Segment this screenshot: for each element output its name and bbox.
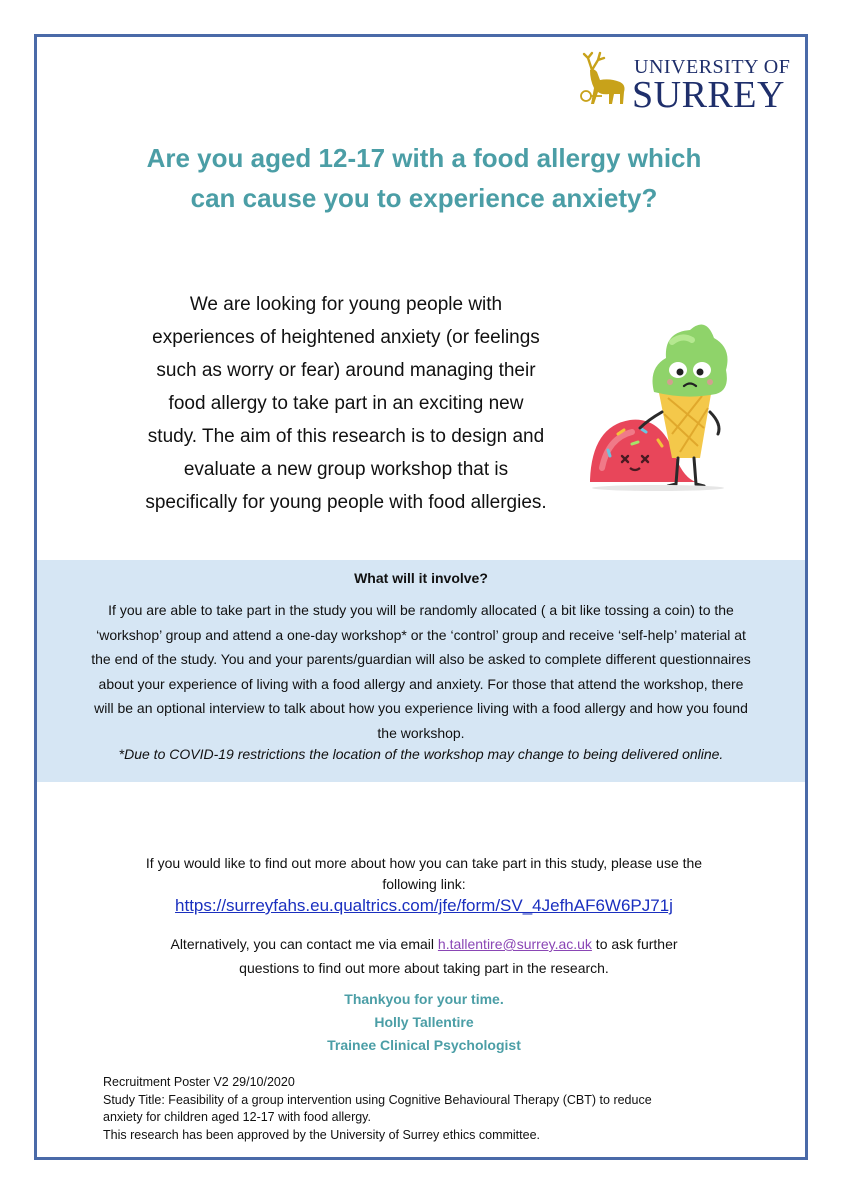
poster-version: Recruitment Poster V2 29/10/2020 xyxy=(103,1075,295,1089)
email-link[interactable]: h.tallentire@surrey.ac.uk xyxy=(437,936,592,952)
contact-text-before: Alternatively, you can contact me via email xyxy=(170,936,438,952)
intro-line: food allergy to take part in an exciting new xyxy=(168,393,524,414)
survey-link[interactable]: https://surreyfahs.eu.qualtrics.com/jfe/form/SV_4JefhAF6W6PJ71j xyxy=(175,896,673,915)
poster-headline xyxy=(60,138,788,218)
contact-line-2: questions to find out more about taking part in the research. xyxy=(239,960,609,976)
intro-line: specifically for young people with food allergies. xyxy=(145,492,547,513)
university-logo xyxy=(578,48,790,114)
involve-line: ‘workshop’ group and attend a one-day workshop* or the ‘control’ group and receive ‘self-help’ material at xyxy=(96,626,746,643)
what-will-it-involve-panel xyxy=(37,560,805,782)
find-out-more-text xyxy=(96,853,752,895)
headline-line-1: Are you aged 12-17 with a food allergy which xyxy=(146,143,702,173)
involve-line: the workshop. xyxy=(377,724,465,741)
intro-line: We are looking for young people with xyxy=(189,294,503,315)
study-title-line-2: anxiety for children aged 12-17 with food allergy. xyxy=(103,1110,371,1124)
involve-line: the end of the study. You and your parents/guardian will also be asked to complete different questionnaires xyxy=(91,651,751,667)
stag-crest-icon xyxy=(578,50,632,112)
intro-paragraph xyxy=(96,288,596,519)
intro-line: such as worry or fear) around managing their xyxy=(156,360,536,381)
researcher-name: Holly Tallentire xyxy=(374,1014,474,1030)
involve-line: If you are able to take part in the study you will be randomly allocated ( a bit like tossing a coin) to the xyxy=(108,602,734,618)
researcher-role: Trainee Clinical Psychologist xyxy=(327,1037,521,1053)
find-out-more-line-2: following link: xyxy=(382,876,466,892)
covid-note: *Due to COVID-19 restrictions the location of the workshop may change to being delivered online. xyxy=(118,746,724,762)
logo-text-university-of: UNIVERSITY OF xyxy=(634,56,791,78)
poster-footer xyxy=(103,1074,743,1144)
involve-line: will be an optional interview to talk about how you experience living with a food allergy and how you found xyxy=(94,700,748,716)
logo-text-surrey: SURREY xyxy=(632,74,785,116)
contact-text xyxy=(110,932,738,980)
intro-line: evaluate a new group workshop that is xyxy=(183,459,509,480)
ethics-approval: This research has been approved by the University of Surrey ethics committee. xyxy=(103,1127,541,1142)
ice-cream-illustration xyxy=(588,308,738,498)
contact-text-after: to ask further xyxy=(591,936,678,952)
find-out-more-line-1: If you would like to find out more about how you can take part in this study, please use the xyxy=(145,855,703,871)
involve-body xyxy=(51,598,791,745)
headline-line-2: can cause you to experience anxiety? xyxy=(190,183,658,213)
intro-line: study. The aim of this research is to design and xyxy=(147,426,545,447)
intro-line: experiences of heightened anxiety (or feelings xyxy=(152,327,540,348)
thanks-text: Thankyou for your time. xyxy=(344,991,504,1007)
involve-line: about your experience of living with a food allergy and anxiety. For those that attend the workshop, there xyxy=(98,675,744,692)
study-title-line-1: Study Title: Feasibility of a group intervention using Cognitive Behavioural Therapy (CBT) to reduce xyxy=(103,1092,652,1107)
signoff xyxy=(96,988,752,1057)
involve-heading: What will it involve? xyxy=(354,570,488,586)
